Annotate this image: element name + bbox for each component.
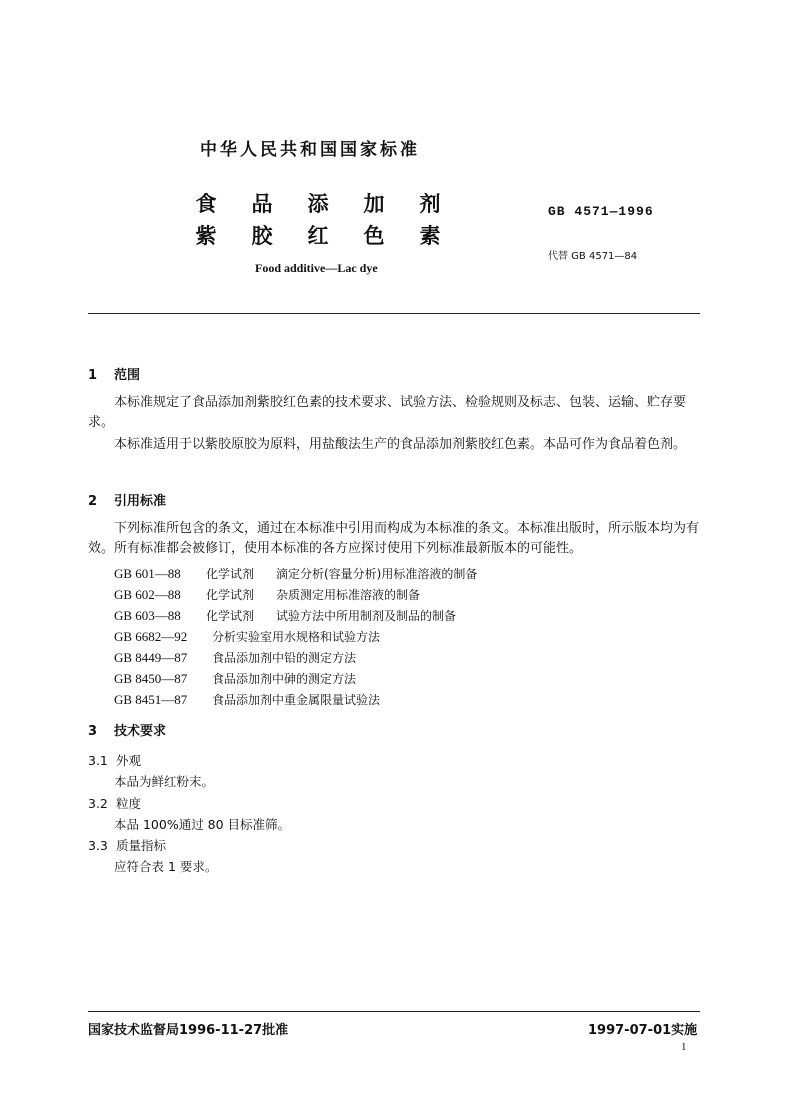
replaces-note: 代替 GB 4571—84 [548, 251, 638, 262]
reference-title: 试验方法中所用制剂及制品的制备 [276, 609, 457, 623]
reference-code: GB 602—88 [114, 587, 181, 602]
subsection-text: 应符合表 1 要求。 [114, 859, 218, 874]
subsection-3-1 [88, 751, 141, 769]
title-char: 品 [251, 192, 273, 216]
section-number: 1 [88, 368, 98, 383]
subsection-text: 本品为鲜红粉末。 [114, 774, 215, 789]
reference-item [114, 565, 477, 582]
title-char: 红 [307, 224, 329, 248]
title-char: 添 [307, 192, 329, 216]
section-3-heading [88, 720, 166, 739]
reference-title: 食品添加剂中铅的测定方法 [212, 651, 357, 665]
subsection-number: 3.1 [88, 753, 108, 768]
reference-item [114, 649, 356, 666]
reference-title: 杂质测定用标准溶液的制备 [276, 588, 421, 602]
reference-item [114, 670, 356, 687]
section-title: 范围 [114, 368, 141, 383]
subsection-3-3 [88, 836, 166, 854]
reference-code: GB 8450—87 [114, 671, 188, 686]
title-char: 剂 [419, 192, 441, 216]
reference-title: 分析实验室用水规格和试验方法 [212, 630, 381, 644]
section-1-heading [88, 364, 140, 383]
reference-item [114, 607, 456, 624]
title-cn-line2 [178, 220, 458, 250]
subsection-title: 质量指标 [116, 838, 167, 853]
subsection-number: 3.3 [88, 838, 108, 853]
section-2-heading [88, 490, 166, 509]
footer-divider [88, 1011, 700, 1012]
title-char: 色 [363, 224, 385, 248]
reference-item [114, 586, 420, 603]
page-number: 1 [681, 1041, 687, 1053]
reference-item [114, 691, 380, 708]
reference-category: 化学试剂 [206, 567, 255, 581]
subsection-3-2 [88, 794, 141, 812]
reference-code: GB 8449—87 [114, 650, 188, 665]
section-number: 3 [88, 724, 98, 739]
subsection-text: 本品 100%通过 80 目标准筛。 [114, 817, 291, 832]
reference-title: 食品添加剂中砷的测定方法 [212, 672, 357, 686]
section-number: 2 [88, 494, 98, 509]
subsection-title: 外观 [116, 753, 142, 768]
standard-number: GB 4571—1996 [548, 204, 654, 219]
section-1-paragraph-1: 本标准规定了食品添加剂紫胶红色素的技术要求、试验方法、检验规则及标志、包装、运输、贮存要求。 [88, 395, 687, 430]
section-2-paragraph-1: 下列标准所包含的条文，通过在本标准中引用而构成为本标准的条文。本标准出版时，所示版本均为有效。所有标准都会被修订，使用本标准的各方应探讨使用下列标准最新版本的可能性。 [88, 521, 700, 556]
title-char: 加 [363, 192, 385, 216]
title-char: 食 [195, 192, 217, 216]
title-char: 紫 [195, 224, 217, 248]
reference-item [114, 628, 380, 645]
implementation-date: 1997-07-01实施 [588, 1023, 698, 1038]
title-cn-line1 [178, 188, 458, 218]
reference-code: GB 603—88 [114, 608, 181, 623]
section-1-paragraph-2: 本标准适用于以紫胶原胶为原料，用盐酸法生产的食品添加剂紫胶红色素。本品可作为食品着色剂。 [114, 437, 687, 452]
subsection-title: 粒度 [116, 796, 142, 811]
section-title: 引用标准 [114, 494, 167, 509]
title-char: 胶 [251, 224, 273, 248]
header-divider [88, 313, 700, 314]
reference-category: 化学试剂 [206, 609, 255, 623]
approval-note: 国家技术监督局1996-11-27批准 [88, 1023, 289, 1038]
title-char: 素 [419, 224, 441, 248]
issuing-org: 中华人民共和国国家标准 [200, 140, 420, 160]
section-title: 技术要求 [114, 724, 167, 739]
reference-code: GB 601—88 [114, 566, 181, 581]
reference-title: 食品添加剂中重金属限量试验法 [212, 693, 381, 707]
reference-category: 化学试剂 [206, 588, 255, 602]
title-en: Food additive—Lac dye [255, 261, 378, 275]
reference-title: 滴定分析(容量分析)用标准溶液的制备 [276, 567, 478, 581]
reference-code: GB 8451—87 [114, 692, 188, 707]
reference-code: GB 6682—92 [114, 629, 188, 644]
subsection-number: 3.2 [88, 796, 108, 811]
